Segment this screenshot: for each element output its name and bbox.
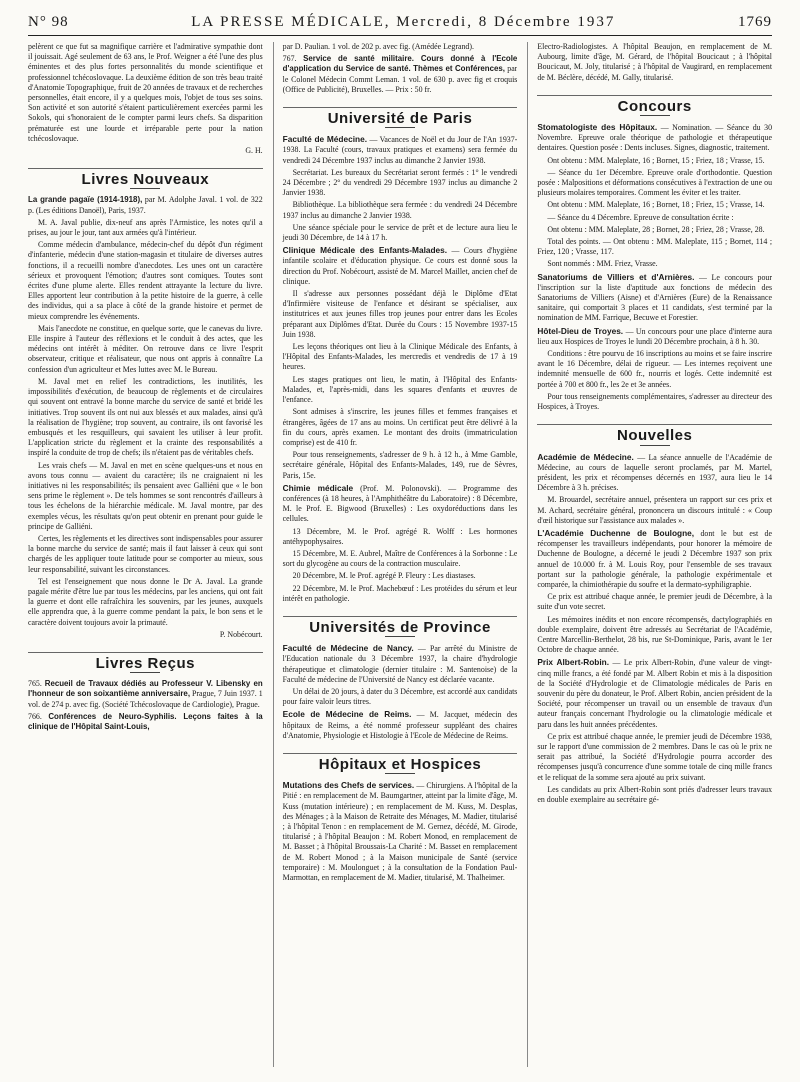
news-paragraph: Il s'adresse aux personnes possédant déjà le Diplôme d'Etat d'Infirmière visiteuse de l'enfance et désirant se spécialiser, aux institutrices et aux jeunes filles trop jeunes pour entrer dans les Ecoles préparant aux Diplômes d'Etat. Durée du Cours : 15 Novembre 1937-15 Juin 1938. <box>282 289 518 339</box>
news-item: Stomatologiste des Hôpitaux. — Nomination. — Séance du 30 Novembre. Epreuve orale théorique de pathologie et thérapeutique dentaires. Question posée : Dents incluses. Signes, diagnostic, traitement. <box>537 122 773 153</box>
news-paragraph: Conditions : être pourvu de 16 inscriptions au moins et se faire inscrire avant le 16 Décembre, délai de rigueur. — Les internes reçoivent une indemnité mensuelle de 600 fr., nourris et logés. Cette indemnité est portée à 700 et 800 fr., les 2e et 3e années. <box>537 349 773 389</box>
news-paragraph: 15 Décembre, M. E. Aubrel, Maître de Conférences à la Sorbonne : Le sort du glycogène au cours de la contraction musculaire. <box>282 548 518 569</box>
news-paragraph: Un délai de 20 jours, à dater du 3 Décembre, est accordé aux candidats pour faire valoir leurs titres. <box>282 686 518 707</box>
section-heading-nouvelles: Nouvelles <box>537 424 772 445</box>
news-paragraph: Les stages pratiques ont lieu, le matin, à l'Hôpital des Enfants-Malades, et, l'après-midi, dans les squares d'enfants et œuvres de l'enfance. <box>282 374 518 405</box>
book-title: La grande pagaïe (1914-1918), <box>28 195 143 205</box>
page-number: 1769 <box>737 14 772 30</box>
received-book-entry: 765. Recueil de Travaux dédiés au Professeur V. Libensky en l'honneur de son soixantième anniversaire, Prague, 7 Juin 1937. 1 vol. de 274 p. avec fig. (Société Tchécoslovaque de Cardiologie), Prague. <box>28 679 263 709</box>
news-item: Clinique Médicale des Enfants-Malades. — Cours d'hygiène infantile scolaire et d'éducation physique. Ce cours est donné sous la direction du Prof. Nobécourt, assisté de M. Marcel Maillet, ancien chef de clinique. <box>282 245 518 286</box>
issue-number: N° 98 <box>28 14 69 30</box>
review-paragraph: M. A. Javal publie, dix-neuf ans après l'Armistice, les notes qu'il a prises, au jour le jour, tant aux armées qu'à l'intérieur. <box>28 217 263 238</box>
section-heading-universite-paris: Université de Paris <box>283 107 518 128</box>
news-paragraph: Les leçons théoriques ont lieu à la Clinique Médicale des Enfants, à l'Hôpital des Enfants-Malades, les mercredis et vendredis de 17 à 19 heures. <box>282 342 518 372</box>
review-paragraph: Les vrais chefs — M. Javal en met en scène quelques-uns et nous en avons tous connu — avaient du caractère; ils ne craignaient ni les initiatives ni les responsabilités; ils pensaient avec Galliéni que « le bon sens prime le règlement ». De tels hommes se sont rencontrés d'ailleurs à tous les échelons de la hiérarchie médicale. M. Javal montre, par des exemples vécus, les résultats qu'on peut obtenir en prenant pour guide le principe de Galliéni. <box>28 460 263 531</box>
news-item: Ecole de Médecine de Reims. — M. Jacquet, médecin des hôpitaux de Reims, a été nommé professeur suppléant des chaires d'Anatomie, Physiologie et Histologie à l'Ecole de Médecine de Reims. <box>282 709 518 740</box>
book-review-header <box>28 195 263 215</box>
review-paragraph: Certes, les règlements et les directives sont indispensables pour assurer la bonne marche du service de santé; mais il faut laisser à ceux qui sont chargés de les appliquer toute latitude pour se comporter au mieux, sous leur responsabilité, suivant les circonstances. <box>28 533 263 574</box>
news-paragraph: Ce prix est attribué chaque année, le premier jeudi de Décembre, à la suite d'un vote secret. <box>537 592 773 612</box>
news-paragraph: Une séance spéciale pour le service de prêt et de lecture aura lieu le jeudi 30 Décembre, de 14 à 17 h. <box>282 222 518 243</box>
news-paragraph: Sont admises à s'inscrire, les jeunes filles et femmes françaises et étrangères, âgées de 17 ans au moins. Un certificat peut être délivré à la fin du cours, après examen. Le montant des droits (immatriculation comprise) est de 410 fr. <box>282 407 518 447</box>
section-heading-livres-recus: Livres Reçus <box>28 652 263 673</box>
news-paragraph: Les candidats au prix Albert-Robin sont priés d'adresser leurs travaux en double exemplaire au secrétaire gé- <box>537 784 773 804</box>
news-item: Chimie médicale (Prof. M. Polonovski). — Programme des conférences (à 18 heures, à l'Amphithéâtre du Laboratoire) : 8 Décembre, M. le Prof. E. Bigwood (Bruxelles) : Les oxydoréductions dans les cellules. <box>282 482 518 524</box>
received-book-continuation: par D. Paulian. 1 vol. de 202 p. avec fig. (Amédée Legrand). <box>282 42 474 51</box>
review-paragraph: Comme médecin d'ambulance, médecin-chef du dépôt d'un régiment d'infanterie, médecin d'une station-magasin et titulaire de diverses autres fonctions, il a recueilli nombre d'anecdotes. Les unes ont un caractère sérieux et provoquent l'émotion; d'autres sont comiques. Toutes sont écrites d'une plume alerte. Elles rendent attrayante la lecture du livre. Elles apportent leur contribution à la petite histoire de la guerre, à celle des individus, qui a sa place à côté de la grande histoire et permet de mieux comprendre les événements. <box>28 240 263 321</box>
column-right <box>527 42 772 1067</box>
section-heading-hopitaux-hospices: Hôpitaux et Hospices <box>283 753 518 774</box>
news-paragraph: M. Brouardel, secrétaire annuel, présentera un rapport sur ces prix et M. Achard, secrétaire général, prononcera un discours intitulé : « Coup d'œil historique sur l'assistance aux malades ». <box>537 495 773 525</box>
masthead-title: LA PRESSE MÉDICALE, Mercredi, 8 Décembre 1937 <box>191 14 616 30</box>
news-item: Hôtel-Dieu de Troyes. — Un concours pour une place d'interne aura lieu aux Hospices de Troyes le lundi 20 Décembre prochain, à 8 h. 30. <box>537 325 773 346</box>
page-header <box>28 14 772 36</box>
news-item: Sanatoriums de Villiers et d'Arnières. — Le concours pour l'inscription sur la liste d'aptitude aux fonctions de médecin des Sanatoriums de Villiers (Aisne) et d'Arnières (Eure) de la Renaissance sanitaire, qui comportait 3 places et 11 candidats, s'est terminé par la nomination de MM. Farrique, Becuwe et Forestier. <box>537 271 773 323</box>
news-paragraph: — Séance du 1er Décembre. Epreuve orale d'orthodontie. Question posée : Malpositions et déformations consécutives à l'extraction de une ou plusieurs molaires temporaires. Comment les éviter et les traiter. <box>537 167 773 198</box>
section-heading-concours: Concours <box>537 95 772 116</box>
review-paragraph: M. Javal met en relief les contradictions, les inutilités, les impossibilités d'exécution, de beaucoup de règlements et de circulaires qui souvent ont entravé la bonne marche du service de santé et bridé les initiatives. Trop souvent ils ont nui aux blessés et aux malades, ainsi qu'à la réalisation de l'hygiène; trop souvent, au contraire, ils ont favorisé les embusqués et les resquilleurs, qui savaient les utiliser à leur profit. L'application stricte du règlement et la crainte des responsabilités a inspiré la conduite de trop de chefs; ils n'étaient pas de véritables chefs. <box>28 376 263 458</box>
news-continuation: Electro-Radiologistes. A l'hôpital Beaujon, en remplacement de M. Aubourg, limite d'âge, M. Gérard, de l'hôpital Boucicaut ; à l'hôpital Boucicaut, M. Joly, titularisé ; à l'hôpital de Vaugirard, en remplacement de M. Béclère, décédé, M. Gally, titularisé. <box>537 42 773 82</box>
received-book-entry: 767. Service de santé militaire. Cours donné à l'Ecole d'application du Service de santé. Thèmes et Conférences, par le Colonel Médecin Commt Leman. 1 vol. de 630 p. avec fig et croquis (Office de Publicité), Bruxelles. — Prix : 50 fr. <box>282 54 518 94</box>
news-paragraph: Les mémoires inédits et non encore récompensés, dactylographiés en double exemplaire, doivent être adressés au Secrétariat de l'Académie, Centre Marcellin-Berthelot, 28 bis, rue St-Dominique, Paris, avant le 1er Octobre de chaque année. <box>537 614 773 655</box>
news-paragraph: Sont nommés : MM. Friez, Vrasse. <box>547 259 658 269</box>
news-paragraph: 13 Décembre, M. le Prof. agrégé R. Wolff : Les hormones antéhypophysaires. <box>282 526 518 546</box>
section-heading-universites-province: Universités de Province <box>283 616 518 637</box>
book-reference: par M. Adolphe Javal. 1 vol. de 322 p. (Les éditions Danoël), Paris, 1937. <box>28 195 263 215</box>
news-paragraph: Total des points. — Ont obtenu : MM. Maleplate, 115 ; Bornet, 114 ; Friez, 120 ; Vrasse, 117. <box>537 237 773 257</box>
obituary-signature: G. H. <box>245 146 263 156</box>
review-signature: P. Nobécourt. <box>219 629 263 639</box>
review-paragraph: Tel est l'enseignement que nous donne le Dr A. Javal. La grande pagaïe mérite d'être lue par tous les médecins, par les anciens, qui ont fait la guerre et dont elle rafraîchira les souvenirs, par les jeunes, auxquels elle apprendra que, à la guerre comme pendant la paix, le bon sens et le caractère doivent toujours avoir la primauté. <box>28 576 263 627</box>
news-item: Faculté de Médecine de Nancy. — Par arrêté du Ministre de l'Education nationale du 3 Décembre 1937, la chaire d'hydrologie thérapeutique et climatologie (dernier titulaire : M. Santenoise) de la Faculté de médecine de l'Université de Nancy est déclarée vacante. <box>282 643 518 684</box>
review-paragraph: Mais l'anecdote ne constitue, en quelque sorte, que le canevas du livre. Elle inspire à l'auteur des réflexions et le conduit à des actes, que les médecins ont intérêt à méditer. On retrouve dans ce livre l'esprit observateur, critique et réalisateur, que nous ont appris à connaître La confession d'un agriculteur et Mes luttes avec M. le Bureau. <box>28 323 263 374</box>
news-item: L'Académie Duchenne de Boulogne, dont le but est de récompenser les travailleurs indépendants, pour honorer la mémoire de Duchenne de Boulogne, a décerné le jeudi 2 Décembre 1937 son prix annuel de 10.000 fr. à M. Louis Roy, pour l'ensemble de ses travaux portant sur la pathologie générale, la pathologie expérimentale et comparée, la chimiothérapie du soufre et la dermato-syphiligraphie. <box>537 527 773 589</box>
news-paragraph: Bibliothèque. La bibliothèque sera fermée : du vendredi 24 Décembre 1937 inclus au dimanche 2 Janvier 1938. <box>282 200 518 220</box>
news-paragraph: Ce prix est attribué chaque année, le premier jeudi de Décembre 1938, sur le rapport d'une commission de 2 membres. Dans le cas où le prix ne serait pas attribué, la Société d'Hydrologie pourra accorder des récompenses jusqu'à concurrence d'une somme totale de cinq mille francs et le reliquat de la somme sera ajouté au prix suivant. <box>537 731 773 782</box>
news-paragraph: Secrétariat. Les bureaux du Secrétariat seront fermés : 1° le vendredi 24 Décembre ; 2° du vendredi 29 Décembre 1937 inclus au dimanche 2 Janvier 1938. <box>282 167 518 198</box>
news-paragraph: Ont obtenu : MM. Maleplate, 16 ; Bornet, 18 ; Friez, 15 ; Vrasse, 14. <box>547 200 765 210</box>
news-paragraph: — Séance du 4 Décembre. Epreuve de consultation écrite : <box>547 212 734 222</box>
news-paragraph: Ont obtenu : MM. Maleplate, 28 ; Bornet, 28 ; Friez, 28 ; Vrasse, 28. <box>547 224 765 234</box>
news-paragraph: Ont obtenu : MM. Maleplate, 16 ; Bornet, 15 ; Friez, 18 ; Vrasse, 15. <box>547 155 765 165</box>
column-middle <box>273 42 518 1067</box>
news-item: Mutations des Chefs de services. — Chirurgiens. A l'hôpital de la Pitié : en remplacement de M. Baumgartner, atteint par la limite d'âge, M. Kuss (mutation intérieure) ; en remplacement de M. Kuss, M. Desplas, des Ménages ; à la Maison de Retraite des Ménages, M. Madier, titularisé ; à l'hôpital Tenon : en remplacement de M. Gernez, décédé, M. Girode, titularisé ; à l'hôpital Beaujon : M. Robert Monod, en remplacement de M. Basset ; à l'hôpital Broussais-La Charité : M. Basset en remplacement de M. Robert Monod ; à la Maison municipale de Santé (service temporaire) : M. Moulonguet ; à la consultation de la Fondation Paul-Marmottan, en remplacement de M. Madier, titularisé, M. Thalheimer. <box>282 780 518 883</box>
news-paragraph: 22 Décembre, M. le Prof. Machebœuf : Les protéides du sérum et leur intérêt en pathologie. <box>282 583 518 603</box>
section-heading-livres-nouveaux: Livres Nouveaux <box>28 168 263 189</box>
received-book-entry: 766. Conférences de Neuro-Syphilis. Leçons faites à la clinique de l'Hôpital Saint-Louis, <box>28 711 263 731</box>
news-item: Académie de Médecine. — La séance annuelle de l'Académie de Médecine, au cours de laquelle seront proclamés, par M. Martel, président, les prix et récompenses décernés en 1937, aura lieu le 14 Décembre à 3 h. précises. <box>537 451 773 493</box>
news-paragraph: Pour tous renseignements complémentaires, s'adresser au directeur des Hospices, à Troyes. <box>537 391 773 412</box>
obituary-text: pelèrent ce que fut sa magnifique carrière et l'admirative sympathie dont il jouissait. Agé seulement de 63 ans, le Prof. Weigner a été l'une des plus éminentes et des plus fortes personnalités du monde scientifique et professionnel tchécoslovaque. La deuxième édition de son très beau traité d'Anatomie Topographique, fruit de 20 années de travaux et de recherches personnelles, était encore, il y a quelques mois, l'objet de tous ses soins. Son activité et son autorité s'étaient particulièrement exercées parmi les Sokols, qui s'honoraient de le compter parmi leurs chefs. Sa disparition prématurée est une lourde et irréparable perte pour la nation tchécoslovaque. <box>28 42 263 143</box>
news-paragraph: Pour tous renseignements, s'adresser de 9 h. à 12 h., à Mme Gamble, secrétaire générale, Hôpital des Enfants-Malades, 149, rue de Sèvres, Paris, 15e. <box>282 450 518 480</box>
news-item: Prix Albert-Robin. — Le prix Albert-Robin, d'une valeur de vingt-cinq mille francs, a été fondé par M. Albert Robin et mis à la disposition de la Société d'Hydrologie et de Climatologie médicales de Paris en souvenir du père du donateur, le Prof. Albert Robin, ancien président de la Société, pour récompenser un travail ou un ensemble de travaux d'un auteur français concernant l'hydrologie ou la climatologie médicale et paru dans les huit années précédentes. <box>537 657 773 729</box>
news-paragraph: 20 Décembre, M. le Prof. agrégé P. Fleury : Les diastases. <box>292 571 476 581</box>
news-item: Faculté de Médecine. — Vacances de Noël et du Jour de l'An 1937-1938. La Faculté (cours, travaux pratiques et examens) sera fermée du vendredi 24 Décembre 1937 inclus au dimanche 2 Janvier 1938. <box>282 134 518 165</box>
column-left <box>28 42 263 1067</box>
